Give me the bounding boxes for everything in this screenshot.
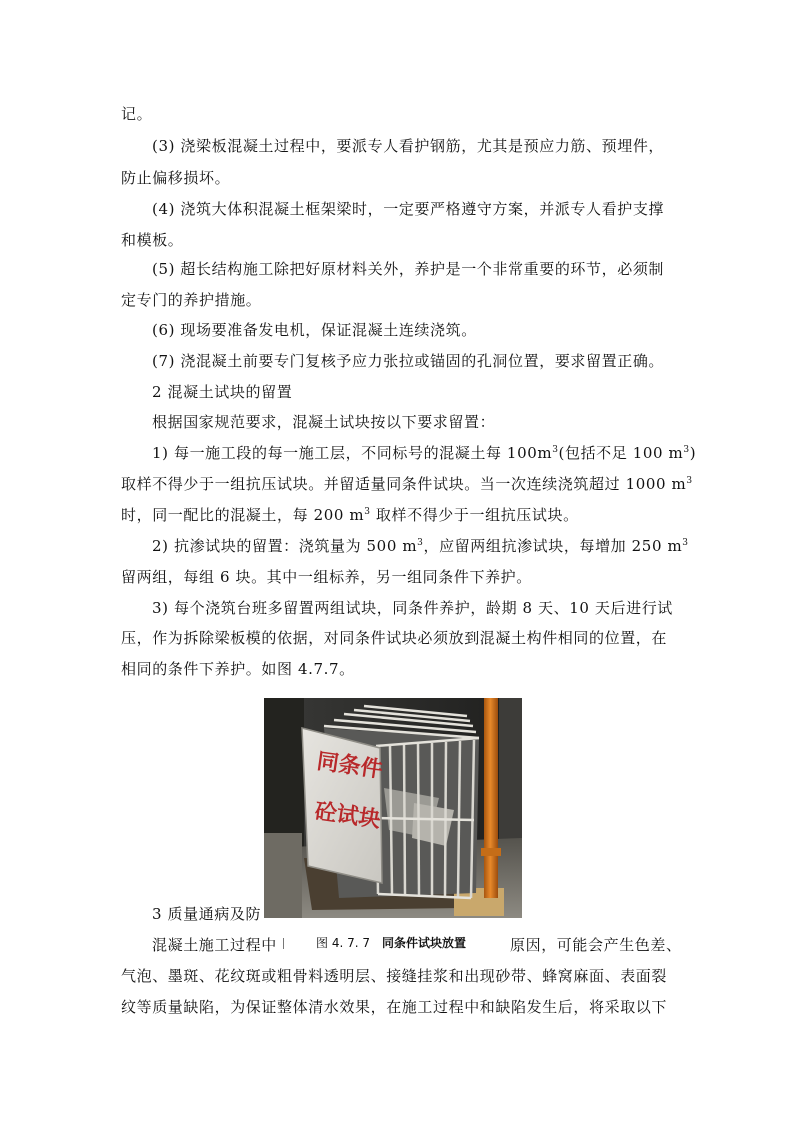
text-segment: 取样不得少于一组抗压试块。并留适量同条件试块。当一次连续浇筑超过 1000 m: [121, 475, 687, 493]
text-line: 压，作为拆除梁板模的依据，对同条件试块必须放到混凝土构件相同的位置，在: [121, 629, 668, 647]
text-line: (7) 浇混凝土前要专门复核予应力张拉或锚固的孔洞位置，要求留置正确。: [152, 352, 665, 370]
text-line: (4) 浇筑大体积混凝土框架梁时，一定要严格遵守方案，并派专人看护支撑: [152, 200, 665, 218]
figure-caption: [282, 932, 508, 954]
text-segment: (包括不足 100 m: [558, 444, 684, 462]
text-line: (5) 超长结构施工除把好原材料关外，养护是一个非常重要的环节，必须制: [152, 260, 665, 278]
superscript: 3: [417, 538, 424, 548]
figure-number: 图 4. 7. 7: [316, 936, 370, 950]
text-line: (3) 浇梁板混凝土过程中，要派专人看护钢筋，尤其是预应力筋、预埋件，: [152, 137, 665, 155]
superscript: 3: [683, 445, 690, 455]
text-line: 根据国家规范要求，混凝土试块按以下要求留置：: [152, 413, 496, 431]
figure-title: 同条件试块放置: [382, 936, 467, 950]
text-line: [152, 536, 689, 556]
sign-text-line2: 砼试块: [313, 799, 383, 834]
text-line: 定专门的养护措施。: [121, 291, 262, 309]
text-line: 留两组，每组 6 块。其中一组标养，另一组同条件下养护。: [121, 568, 532, 586]
text-segment: ): [689, 444, 697, 462]
text-line: 3) 每个浇筑台班多留置两组试块，同条件养护，龄期 8 天、10 天后进行试: [152, 599, 673, 617]
text-line: 混凝土施工过程中: [152, 936, 277, 954]
text-line: 防止偏移损坏。: [121, 169, 231, 187]
text-line: 纹等质量缺陷，为保证整体清水效果，在施工过程中和缺陷发生后，将采取以下: [121, 998, 668, 1016]
text-line: 记。: [121, 105, 153, 123]
superscript: 3: [364, 507, 371, 517]
text-line: 相同的条件下养护。如图 4.7.7。: [121, 660, 355, 678]
text-segment: 时，同一配比的混凝土，每 200 m: [121, 506, 365, 524]
caption-edge: [283, 938, 284, 949]
superscript: 3: [686, 476, 693, 486]
text-line: [152, 443, 696, 463]
sign-text-line1: 同条件: [315, 749, 385, 784]
text-line: [121, 505, 579, 525]
text-line: 气泡、墨斑、花纹斑或粗骨料透明层、接缝挂浆和出现砂带、蜂窝麻面、表面裂: [121, 967, 668, 985]
superscript: 3: [682, 538, 689, 548]
text-line: 和模板。: [121, 231, 184, 249]
text-line: 原因，可能会产生色差、: [510, 936, 682, 954]
text-segment: 取样不得少于一组抗压试块。: [370, 506, 579, 524]
text-line: [121, 474, 693, 494]
section-heading: 2 混凝土试块的留置: [152, 383, 293, 401]
text-segment: 2) 抗渗试块的留置：浇筑量为 500 m: [152, 537, 418, 555]
test-block-photo: [264, 698, 522, 918]
text-line: (6) 现场要准备发电机，保证混凝土连续浇筑。: [152, 321, 477, 339]
text-segment: 1) 每一施工段的每一施工层，不同标号的混凝土每 100m: [152, 444, 553, 462]
section-heading: 3 质量通病及防: [152, 905, 262, 923]
superscript: 3: [552, 445, 559, 455]
text-segment: ，应留两组抗渗试块，每增加 250 m: [423, 537, 683, 555]
photo-illustration: [264, 698, 522, 918]
